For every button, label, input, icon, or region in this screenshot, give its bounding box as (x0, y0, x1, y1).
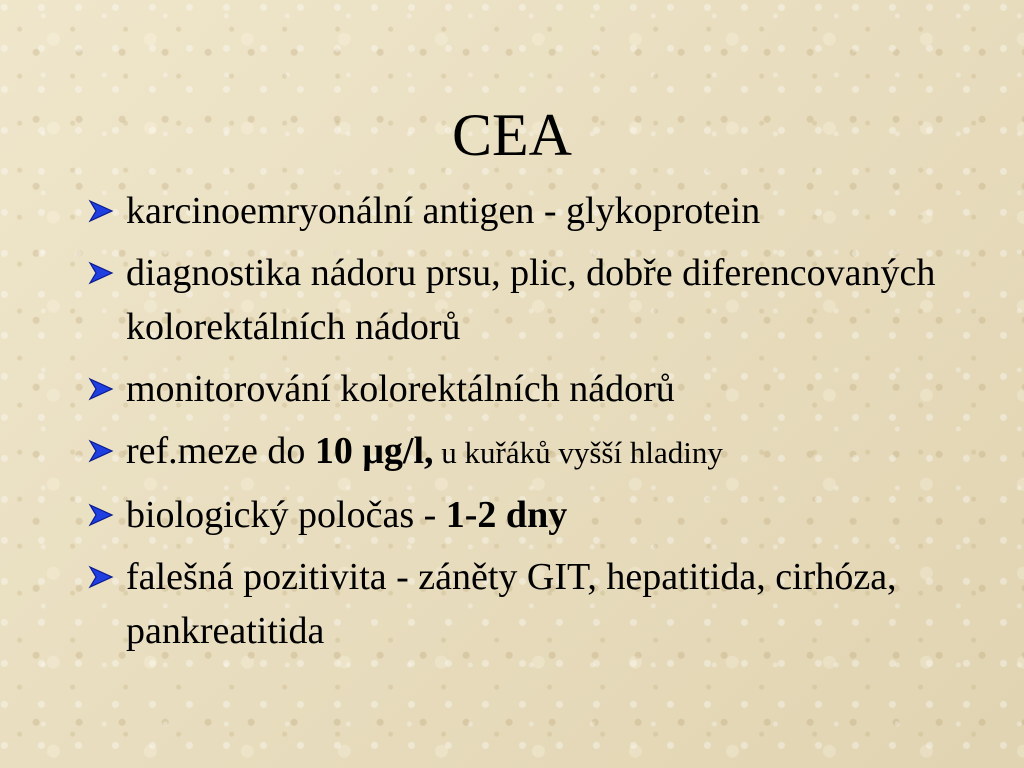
slide-title: CEA (452, 102, 572, 168)
bullet-item (86, 488, 946, 542)
bullet-text: falešná pozitivita - záněty GIT, hepatitida, cirhóza, pankreatitida (126, 556, 897, 652)
bullet-item (86, 362, 946, 416)
arrow-right-icon (86, 373, 118, 405)
bullet-text: monitorování kolorektálních nádorů (126, 368, 675, 410)
bullet-item (86, 550, 946, 658)
bullet-item (86, 246, 946, 354)
bullet-text: karcinoemryonální antigen - glykoprotein (126, 190, 761, 232)
arrow-right-icon (86, 195, 118, 227)
bullet-list (86, 184, 946, 666)
bullet-text-prefix: biologický poločas - (126, 494, 446, 536)
arrow-right-icon (86, 257, 118, 289)
bullet-item (86, 424, 946, 480)
bullet-item (86, 184, 946, 238)
bullet-text-prefix: ref.meze do (126, 430, 315, 472)
bullet-text: diagnostika nádoru prsu, plic, dobře diferencovaných kolorektálních nádorů (126, 252, 936, 348)
bullet-text-suffix: u kuřáků vyšší hladiny (433, 435, 723, 470)
arrow-right-icon (86, 561, 118, 593)
arrow-right-icon (86, 435, 118, 467)
arrow-right-icon (86, 499, 118, 531)
bullet-text-bold: 1-2 dny (445, 494, 568, 536)
bullet-text-bold: 10 μg/l, (314, 430, 434, 472)
